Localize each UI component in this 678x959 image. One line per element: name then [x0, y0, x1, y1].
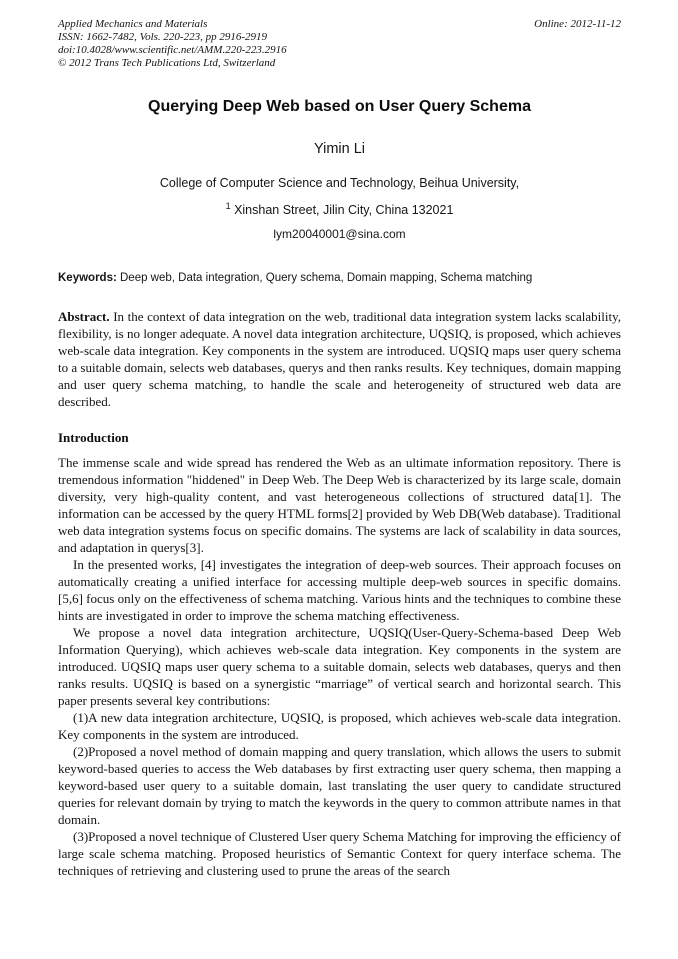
affiliation-line: College of Computer Science and Technology, Beihua University,	[159, 176, 520, 190]
intro-paragraph-1: The immense scale and wide spread has rendered the Web as an ultimate information repository. There is tremendous information "hiddened" in Deep Web. The Deep Web is characterized by its large scale, domain diversity, very high-quality content, and vast heterogeneous collections of structured data[1]. The information can be accessed by the query HTML forms[2] provided by Web DB(Web database). Traditional web data integration systems focus on specific domains. The systems are lack of scalability in data sources, and adaptation in querys[3].	[58, 455, 621, 556]
contribution-item-3: (3)Proposed a novel technique of Clustered User query Schema Matching for improving the efficiency of large scale schema matching. Proposed heuristics of Semantic Context for query interface schema. The techniques of retrieving and clustering used to prune the areas of the search	[58, 829, 621, 879]
abstract-label: Abstract.	[58, 309, 110, 325]
doi-line: doi:10.4028/www.scientific.net/AMM.220-223.2916	[58, 44, 287, 56]
contribution-item-1: (1)A new data integration architecture, UQSIQ, is proposed, which achieves web-scale data integration. Key components in the system are introduced.	[58, 710, 621, 743]
intro-paragraph-3: We propose a novel data integration architecture, UQSIQ(User-Query-Schema-based Deep Web Information Querying), which achieves web-scale data integration. Key components in the system are introduced. UQSIQ maps user query schema to a suitable domain, selects web databases, querys and then ranks results. UQSIQ is based on a synergistic “marriage” of vertical search and horizontal search. This paper presents several key contributions:	[58, 625, 621, 709]
abstract-paragraph	[58, 308, 621, 410]
keywords-label: Keywords:	[58, 272, 117, 285]
journal-name: Applied Mechanics and Materials	[58, 18, 208, 30]
keywords-text: Deep web, Data integration, Query schema, Domain mapping, Schema matching	[116, 272, 533, 285]
contribution-item-2: (2)Proposed a novel method of domain mapping and query translation, which allows the users to submit keyword-based queries to access the Web databases by first extracting user query schema, then mapping a keyword-based user query to a suitable domain, last translating the user query to candidate structured queries for relevant domain by trying to match the keywords in the query to common attribute names in that domain.	[58, 744, 621, 828]
intro-paragraph-2: In the presented works, [4] investigates the integration of deep-web sources. Their approach focuses on automatically creating a unified interface for accessing multiple deep-web sources in specific domains. [5,6] focus only on the effectiveness of schema matching. Various hints and the techniques to combine these hints are investigated in order to improve the schema matching effectiveness.	[58, 557, 621, 624]
issn-line: ISSN: 1662-7482, Vols. 220-223, pp 2916-2919	[58, 31, 267, 43]
keywords-line	[58, 272, 621, 284]
address-line	[58, 201, 621, 217]
author-name: Yimin Li	[313, 141, 366, 157]
publication-info	[58, 18, 287, 70]
introduction-heading: Introduction	[58, 430, 129, 446]
abstract-text: In the context of data integration on the web, traditional data integration system lacks scalability, flexibility, is no longer adequate. A novel data integration architecture, UQSIQ, is proposed, which achieves web-scale data integration. Key components in the system are introduced. UQSIQ maps user query schema to a suitable domain, selects web databases, querys and then ranks results. Key techniques, domain mapping and user query schema matching, to handle the scale and heterogeneity of structured web data are described.	[58, 309, 621, 410]
copyright-line: © 2012 Trans Tech Publications Ltd, Switzerland	[58, 57, 276, 69]
address-superscript: 1	[225, 201, 231, 211]
journal-header	[58, 18, 621, 70]
author-email: lym20040001@sina.com	[273, 227, 406, 242]
online-date: Online: 2012-11-12	[534, 18, 621, 30]
address-text: Xinshan Street, Jilin City, China 132021	[230, 203, 454, 218]
paper-title: Querying Deep Web based on User Query Schema	[148, 98, 531, 115]
